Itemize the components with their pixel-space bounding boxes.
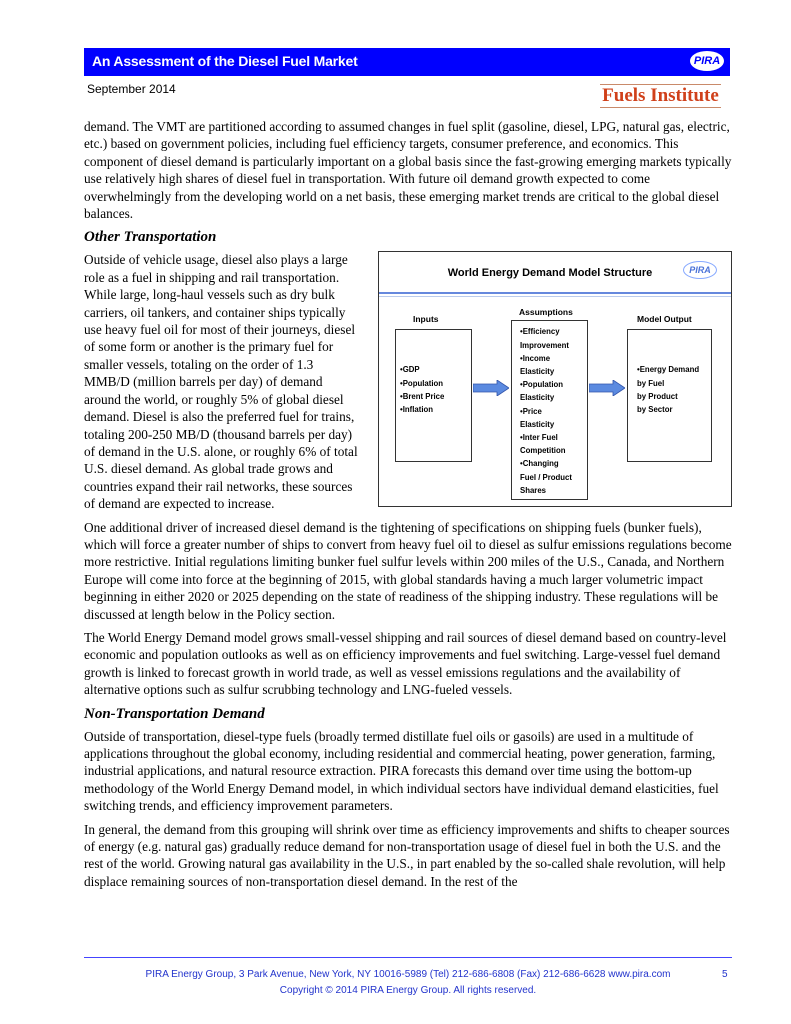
inputs-heading: Inputs xyxy=(413,314,439,325)
assumption-item: •Population xyxy=(520,380,564,390)
header-banner xyxy=(84,48,730,76)
input-item: •GDP xyxy=(400,365,420,375)
fuels-institute-logo: Fuels Institute xyxy=(600,84,721,108)
input-item: •Population xyxy=(400,378,444,388)
input-item: •Inflation xyxy=(400,405,434,415)
assumption-item: Improvement xyxy=(520,340,569,350)
model-structure-figure xyxy=(378,251,732,507)
output-item: •Energy Demand xyxy=(637,365,700,375)
output-box xyxy=(627,329,712,462)
assumption-item: Elasticity xyxy=(520,367,555,377)
output-item: by Product xyxy=(637,391,678,401)
assumption-item: •Price xyxy=(520,406,542,416)
assumption-item: •Inter Fuel xyxy=(520,433,558,443)
document-date: September 2014 xyxy=(87,82,176,96)
section-heading-non-transportation: Non-Transportation Demand xyxy=(84,705,265,722)
paragraph: The World Energy Demand model grows small-vessel shipping and rail sources of diesel demand based on country-level economic and population outlooks as well as on efficiency improvements and fuel switching. Large-vessel fuel demand growth is linked to forecast growth in world trade, as well as vessel emissions regulations and the availability of alternative options such as sulfur scrubbing technology and LNG-fueled vessels. xyxy=(84,629,727,698)
document-title: An Assessment of the Diesel Fuel Market xyxy=(92,53,358,69)
arrow-right-icon xyxy=(589,380,625,396)
output-heading: Model Output xyxy=(637,314,692,325)
footer-divider xyxy=(84,957,732,958)
assumption-item: •Changing xyxy=(520,459,559,469)
arrow-right-icon xyxy=(473,380,509,396)
pira-logo: PIRA xyxy=(690,51,724,71)
document-body xyxy=(84,118,732,896)
paragraph: One additional driver of increased diesel demand is the tightening of specifications on shipping fuels (bunker fuels), which will force a greater number of ships to convert from heavy fuel oil to diesel as sulfur emissions regulations become more restrictive. Initial regulations limiting bunker fuel sulfur levels within 200 miles of the U.S., Canada, and Northern Europe will come into force at the beginning of 2015, with global standards having a much larger volumetric impact beginning in either 2020 or 2025 depending on the state of readiness of the shipping industry. These regulations will be discussed at length below in the Policy section. xyxy=(84,519,732,622)
footer-copyright: Copyright © 2014 PIRA Energy Group. All rights reserved. xyxy=(279,985,537,996)
assumption-item: Elasticity xyxy=(520,419,555,429)
assumption-item: Fuel / Product xyxy=(520,472,572,482)
input-item: •Brent Price xyxy=(400,391,445,401)
divider xyxy=(379,296,731,297)
assumption-item: •Income xyxy=(520,353,551,363)
assumptions-box xyxy=(511,320,588,500)
inputs-box xyxy=(395,329,472,462)
paragraph: demand. The VMT are partitioned according to assumed changes in fuel split (gasoline, diesel, LPG, natural gas, electric, etc.) based on government policies, including fuel efficiency targets, consumer preference, and economics. This component of diesel demand is particularly important on a global basis since the fast-growing emerging markets typically use relatively high shares of diesel fuel in transportation. With future oil demand growth expected to come overwhelmingly from the developing world on a net basis, these emerging market trends are critical to the global diesel balances. xyxy=(84,119,732,222)
section-heading-other-transportation: Other Transportation xyxy=(84,229,217,246)
assumption-item: •Efficiency xyxy=(520,327,560,337)
page-number: 5 xyxy=(722,969,728,980)
figure-title: World Energy Demand Model Structure xyxy=(447,267,653,280)
paragraph: Outside of transportation, diesel-type fuels (broadly termed distillate fuel oils or gasoils) are used in a multitude of applications throughout the global economy, including residential and commercial heating, power generation, farming, industrial applications, and natural resource extraction. PIRA forecasts this demand over time using the bottom-up methodology of the World Energy Demand model, in which individual sectors have individual demand elasticities, fuel switching trends, and efficiency improvement parameters. xyxy=(84,728,719,814)
assumption-item: Shares xyxy=(520,485,547,495)
paragraph: In general, the demand from this grouping will shrink over time as efficiency improvements and shifts to cheaper sources of energy (e.g. natural gas) gradually reduce demand for non-transportation usage of diesel fuel in both the U.S. and the rest of the world. Growing natural gas availability in the U.S., in part enabled by the so-called shale revolution, will help displace remaining sources of non-transportation diesel demand. In the rest of the xyxy=(84,821,730,889)
output-item: by Sector xyxy=(637,405,673,415)
footer-address: PIRA Energy Group, 3 Park Avenue, New York, NY 10016-5989 (Tel) 212-686-6808 (Fax) 212-686-6628 www.pira.com xyxy=(145,969,671,980)
paragraph: Outside of vehicle usage, diesel also plays a large role as a fuel in shipping and rail transportation. While large, long-haul vessels such as dry bulk carriers, oil tankers, and container ships typically use heavy fuel oil for most of their journeys, diesel of some form or another is the primary fuel for smaller vessels, totaling on the order of 1.3 MMB/D (million barrels per day) of demand around the world, or roughly 5% of global diesel demand. Diesel is also the preferred fuel for trains, totaling 200-250 MB/D (thousand barrels per day) of demand in the U.S. alone, or roughly 6% of total U.S. diesel demand. As global trade grows and countries expand their rail networks, these sources of demand are expected to increase. xyxy=(84,252,358,512)
output-item: by Fuel xyxy=(637,378,665,388)
assumptions-heading: Assumptions xyxy=(519,307,573,318)
figure-pira-logo: PIRA xyxy=(683,261,717,279)
divider xyxy=(379,292,731,294)
assumption-item: Elasticity xyxy=(520,393,555,403)
assumption-item: Competition xyxy=(520,446,566,456)
